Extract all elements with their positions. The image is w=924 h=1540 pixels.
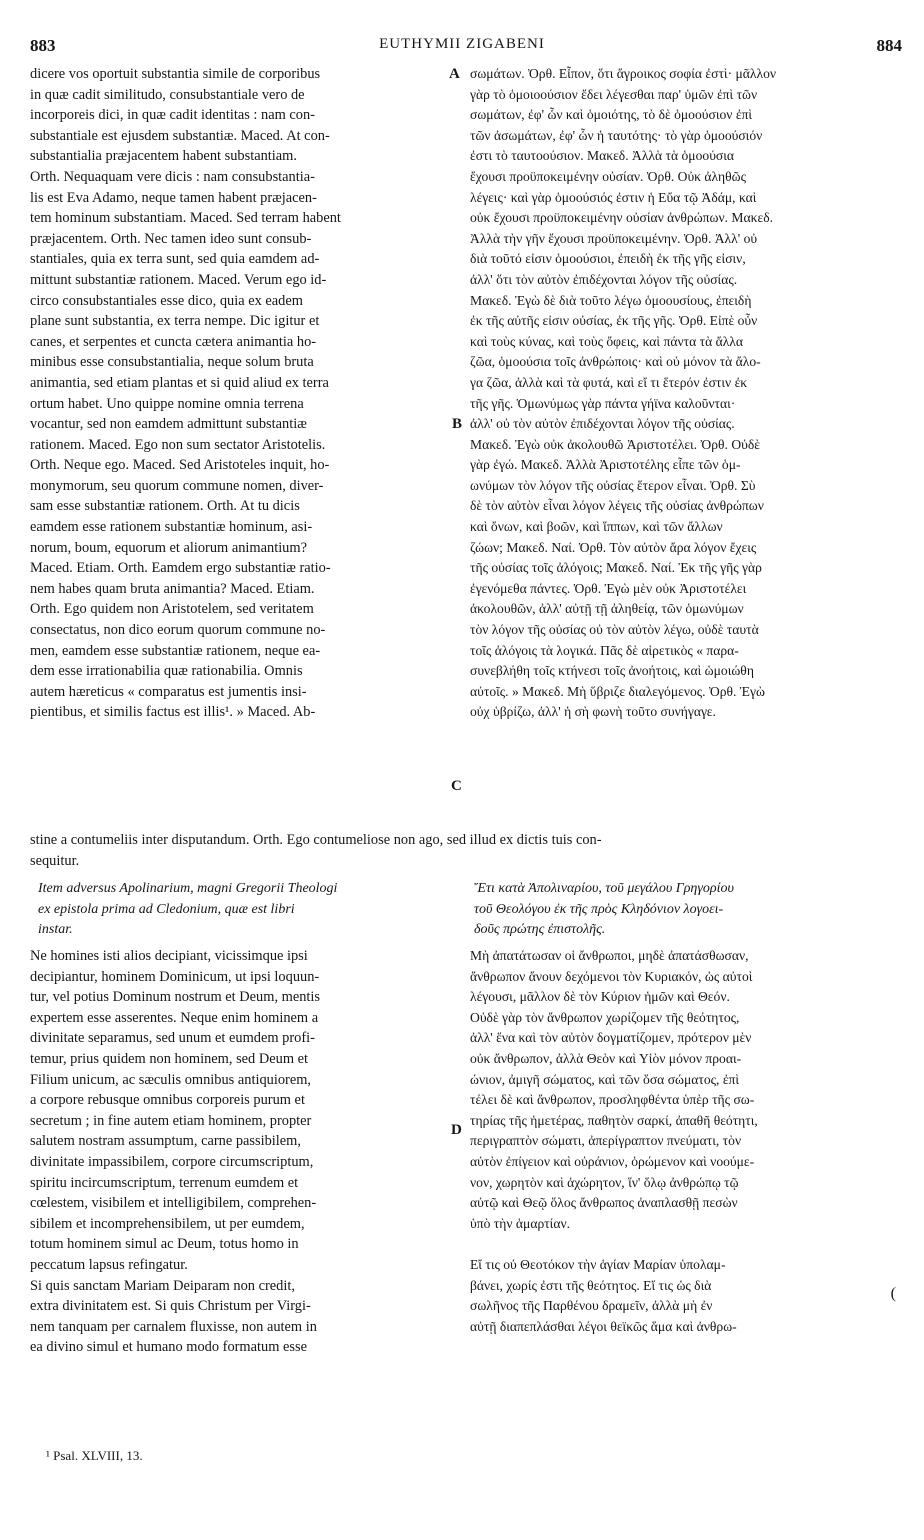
- stray-mark: (: [890, 1285, 896, 1302]
- text-line: sam esse substantiæ rationem. Orth. At tu dicis: [30, 498, 300, 515]
- text-line: ζῶα, ὁμοούσια τοῖς ἀνθρώποις· καὶ οὐ μόνον τὰ ἄλο-: [470, 354, 761, 370]
- section-heading-latin: [38, 880, 438, 942]
- text-line: cœlestem, visibilem et intelligibilem, comprehen-: [30, 1195, 317, 1212]
- text-line: αὐτῷ καὶ Θεῷ ὅλος ἄνθρωπος ἀναπλασθῇ πεσὼν: [470, 1195, 738, 1211]
- text-line: οὐκ ἄνθρωπον, ἀλλὰ Θεὸν καὶ Υἱὸν μόνον προαι-: [470, 1050, 742, 1066]
- text-line: τέλει δὲ καὶ ἄνθρωπον, προσληφθέντα ὑπὲρ τῆς σω-: [470, 1092, 755, 1108]
- margin-marker-b: B: [452, 416, 463, 432]
- text-line: βάνει, χωρίς ἐστι τῆς θεότητος. Εἴ τις ὡς διὰ: [470, 1277, 712, 1293]
- text-line: circo consubstantiales esse dico, quia ex eadem: [30, 292, 303, 309]
- text-line: Item adversus Apolinarium, magni Gregorii Theologi: [38, 881, 338, 896]
- text-line: οὐκ ἔχουσι προϋποκειμένην οὐσίαν ἀνθρώπων. Μακεδ.: [470, 210, 773, 226]
- page-number-left: 883: [30, 36, 56, 55]
- text-line: temur, prius quidem non hominem, sed Deum et: [30, 1050, 308, 1067]
- text-line: incorporeis dici, in quæ cadit identitas : nam con-: [30, 107, 315, 124]
- text-line: ωνύμων τὸν λόγον τῆς οὐσίας ἕτερον εἶναι. Ὀρθ. Σὺ: [470, 477, 756, 493]
- text-line: sibilem et incomprehensibilem, ut per eumdem,: [30, 1215, 305, 1232]
- text-line: extra divinitatem est. Si quis Christum per Virgi-: [30, 1298, 311, 1315]
- text-line: τηρίας τῆς ἡμετέρας, παθητὸν σαρκί, ἀπαθῆ θεότητι,: [470, 1112, 758, 1128]
- text-line: totum hominem simul ac Deum, totus homo in: [30, 1236, 299, 1253]
- running-title: EUTHYMII ZIGABENI: [379, 36, 545, 52]
- text-line: ἄνθρωπον ἄνουν δεχόμενοι τὸν Κυριακόν, ὡς αὐτοὶ: [470, 968, 753, 984]
- text-line: lis est Eva Adamo, neque tamen habent præjacen-: [30, 189, 317, 206]
- text-line: ώνιον, ἀμιγῆ σώματος, καὶ τῶν ὅσα σώματος, ἐπὶ: [470, 1071, 740, 1087]
- text-line: Ἀλλὰ τὴν γῆν ἔχουσι προϋποκειμένην. Ὀρθ. Ἀλλ' οὐ: [470, 230, 758, 246]
- text-line: men, eamdem esse substantiæ rationem, neque ea-: [30, 642, 321, 659]
- text-line: dem esse irrationabilia quæ rationabilia. Omnis: [30, 663, 303, 680]
- text-line: salutem nostram assumptum, carne passibilem,: [30, 1133, 301, 1150]
- text-line: in quæ cadit similitudo, consubstantiale vero de: [30, 86, 305, 103]
- text-line: διὰ τοῦτό εἰσιν ὁμοούσιοι, ἐπειδὴ ἐκ τῆς γῆς εἰσιν,: [470, 251, 746, 267]
- text-line: substantialia præjacentem habent substantiam.: [30, 148, 297, 165]
- text-line: eamdem esse rationem substantiæ hominum, asi-: [30, 519, 313, 536]
- text-line: Orth. Ego quidem non Aristotelem, sed veritatem: [30, 601, 314, 618]
- text-line: τῆς οὐσίας τοῖς ἀλόγοις; Μακεδ. Ναί. Ἐκ τῆς γῆς γὰρ: [470, 560, 762, 576]
- text-line: τῆς γῆς. Ὁμωνύμως γὰρ πάντα γήϊνα καλοῦνται·: [470, 395, 736, 411]
- text-line: tur, vel potius Dominum nostrum et Deum, mentis: [30, 989, 321, 1006]
- text-line: σωμάτων, ἐφ' ὧν καὶ ὁμοιότης, τὸ δὲ ὁμοούσιον ἐπὶ: [470, 107, 753, 123]
- text-line: substantiale est ejusdem substantiæ. Maced. At con-: [30, 127, 330, 144]
- text-line: ex epistola prima ad Cledonium, quæ est libri: [38, 901, 295, 917]
- text-line: dicere vos oportuit substantia simile de corporibus: [30, 66, 321, 82]
- text-line: Μακεδ. Ἐγὼ δὲ διὰ τοῦτο λέγω ὁμοουσίους, ἐπειδὴ: [470, 292, 752, 308]
- text-line: tem hominum substantiam. Maced. Sed terram habent: [30, 210, 341, 227]
- text-line: τοῖς ἀλόγοις τὰ λογικά. Πᾶς δὲ αἱρετικὸς « παρα-: [470, 642, 739, 658]
- text-line: peccatum lapsus refingatur.: [30, 1256, 188, 1273]
- text-line: consectatus, non dico eorum quorum commune no-: [30, 622, 326, 639]
- text-line: λέγουσι, μᾶλλον δὲ τὸν Κύριον ἡμῶν καὶ Θεόν.: [470, 989, 730, 1005]
- text-line: συνεβλήθη τοῖς κτήνεσι τοῖς ἀνοήτοις, καὶ ὡμοιώθη: [470, 663, 754, 679]
- text-line: nem habes quam bruta animantia? Maced. Etiam.: [30, 580, 315, 597]
- text-line: αὐτῇ διαπεπλάσθαι λέγοι θεϊκῶς ἅμα καὶ ἀνθρω-: [470, 1318, 737, 1334]
- text-line: ὑπὸ τὴν ἁμαρτίαν.: [470, 1215, 571, 1231]
- text-line: ea divino simul et humano modo formatum esse: [30, 1339, 307, 1356]
- text-line: τὸν λόγον τῆς οὐσίας οὐ τὸν αὐτὸν λέγω, οὐδὲ ταυτὰ: [470, 622, 759, 638]
- text-line: νον, χωρητὸν καὶ ἀχώρητον, ἵν' ὅλῳ ἀνθρώπῳ τῷ: [470, 1174, 739, 1190]
- text-line: Maced. Etiam. Orth. Eamdem ergo substantiæ ratio-: [30, 560, 331, 577]
- text-line: ἀλλ' ἕνα καὶ τὸν αὐτὸν δογματίζομεν, πρότερον μὲν: [470, 1030, 752, 1046]
- latin-column-top: [30, 64, 440, 723]
- text-line: norum, boum, equorum et aliorum animantium?: [30, 539, 307, 556]
- text-line: rationem. Maced. Ego non sum sectator Aristotelis.: [30, 436, 326, 453]
- text-line: spiritu incircumscriptum, terrenum eumdem et: [30, 1174, 299, 1191]
- text-line: canes, et serpentes et cuncta cætera animantia ho-: [30, 333, 317, 350]
- text-line: Orth. Nequaquam vere dicis : nam consubstantia-: [30, 168, 315, 185]
- text-line: instar.: [38, 922, 73, 938]
- text-line: minibus esse consubstantialia, neque solum bruta: [30, 354, 314, 371]
- text-line: ζώων; Μακεδ. Ναί. Ὀρθ. Τὸν αὐτὸν ἄρα λόγον ἔχεις: [470, 539, 757, 555]
- text-line: οὐχ ὑβρίζω, ἀλλ' ἡ σὴ φωνὴ τοῦτο συνήγαγε.: [470, 704, 716, 720]
- text-line: [470, 1234, 906, 1255]
- margin-marker-c: C: [451, 778, 462, 794]
- text-line: Ne homines isti alios decipiant, vicissimque ipsi: [30, 948, 308, 964]
- text-line: Ἔτι κατὰ Ἀπολιναρίου, τοῦ μεγάλου Γρηγορίου: [474, 881, 734, 896]
- text-line: divinitate impassibilem, corpore circumscriptum,: [30, 1153, 314, 1170]
- text-line: σωλῆνος τῆς Παρθένου δραμεῖν, ἀλλὰ μὴ ἐν: [470, 1298, 713, 1314]
- text-line: sequitur.: [30, 852, 80, 869]
- text-line: ἀλλ' ὅτι τὸν αὐτὸν ἐπιδέχονται λόγον τῆς οὐσίας.: [470, 271, 738, 287]
- footnote: ¹ Psal. XLVIII, 13.: [46, 1448, 143, 1463]
- text-line: Orth. Neque ego. Maced. Sed Aristoteles inquit, ho-: [30, 457, 330, 474]
- text-line: autem hæreticus « comparatus est jumentis insi-: [30, 683, 307, 700]
- text-line: λέγεις· καὶ γὰρ ὁμοούσιός ἐστιν ἡ Εὔα τῷ Ἀδάμ, καὶ: [470, 189, 757, 205]
- text-line: stantiales, quia ex terra sunt, sed quia eamdem ad-: [30, 251, 320, 268]
- page-number-right: 884: [876, 36, 902, 55]
- text-line: ortum habet. Uno quippe nomine omnia terrena: [30, 395, 304, 412]
- text-line: ἔχουσι προϋποκειμένην οὐσίαν. Ὀρθ. Οὐκ ἀληθῶς: [470, 168, 746, 184]
- latin-column-bottom: [30, 946, 440, 1358]
- text-line: Οὐδὲ γὰρ τὸν ἄνθρωπον χωρίζομεν τῆς θεότητος,: [470, 1009, 740, 1025]
- text-line: monymorum, seu quorum commune nomen, diver-: [30, 477, 324, 494]
- text-line: ἐκ τῆς αὐτῆς εἰσιν οὐσίας, ἐκ τῆς γῆς. Ὀρθ. Εἰπὲ οὖν: [470, 313, 758, 329]
- text-line: αὐτὸν ἐπίγειον καὶ οὐράνιον, ὁρώμενον καὶ νοούμε-: [470, 1153, 755, 1169]
- text-line: γὰρ ἐγώ. Μακεδ. Ἀλλὰ Ἀριστοτέλης εἶπε τῶν ὁμ-: [470, 457, 741, 473]
- section-heading-greek: [474, 880, 904, 942]
- greek-column-top: [470, 64, 906, 723]
- text-line: ἐστι τὸ ταυτοούσιον. Μακεδ. Ἀλλὰ τὰ ὁμοούσια: [470, 148, 735, 164]
- text-line: γὰρ τὸ ὁμοιοούσιον ἔδει λέγεσθαι παρ' ὑμῶν ἐπὶ τῶν: [470, 86, 758, 102]
- margin-marker-a: A: [449, 66, 460, 82]
- text-line: τῶν ἀσωμάτων, ἐφ' ὧν ἡ ταυτότης· τὸ γὰρ ὁμοούσιόν: [470, 127, 763, 143]
- text-line: animantia, sed etiam plantas et si quid aliud ex terra: [30, 374, 329, 391]
- text-line: secretum ; in fine autem etiam hominem, propter: [30, 1112, 312, 1129]
- text-line: mittunt substantiæ rationem. Maced. Verum ego id-: [30, 271, 327, 288]
- margin-marker-d: D: [451, 1122, 462, 1138]
- text-line: ἀλλ' οὐ τὸν αὐτὸν ἐπιδέχονται λόγον τῆς οὐσίας.: [470, 416, 735, 432]
- text-line: Μακεδ. Ἐγὼ οὐκ ἀκολουθῶ Ἀριστοτέλει. Ὀρθ. Οὐδὲ: [470, 436, 760, 452]
- text-line: ἀκολουθῶν, ἀλλ' αὐτῇ τῇ ἀληθείᾳ, τῶν ὁμωνύμων: [470, 601, 744, 617]
- text-line: expertem esse asserentes. Neque enim hominem a: [30, 1009, 319, 1026]
- text-line: δὲ τὸν αὐτὸν εἶναι λόγον λέγεις τῆς οὐσίας ἀνθρώπων: [470, 498, 764, 514]
- text-line: stine a contumeliis inter disputandum. Orth. Ego contumeliose non ago, sed illud ex dictis tuis con-: [30, 832, 602, 848]
- text-line: plane sunt substantia, ex terra nempe. Dic igitur et: [30, 313, 320, 330]
- text-line: a corpore rebusque omnibus corporeis purum et: [30, 1092, 305, 1109]
- text-line: Εἴ τις οὐ Θεοτόκον τὴν ἁγίαν Μαρίαν ὑπολαμ-: [470, 1256, 726, 1272]
- text-line: præjacentem. Orth. Nec tamen ideo sunt consub-: [30, 230, 312, 247]
- text-line: ἐγενόμεθα πάντες. Ὀρθ. Ἐγὼ μὲν οὐκ Ἀριστοτέλει: [470, 580, 747, 596]
- text-line: καὶ τοὺς κύνας, καὶ τοὺς ὄφεις, καὶ πάντα τὰ ἄλλα: [470, 333, 744, 349]
- text-line: τοῦ Θεολόγου ἐκ τῆς πρὸς Κληδόνιον λογοει-: [474, 901, 724, 917]
- text-line: Filium unicum, ac sæculis omnibus antiquiorem,: [30, 1071, 311, 1088]
- text-line: Si quis sanctam Mariam Deiparam non credit,: [30, 1277, 295, 1294]
- text-line: περιγραπτὸν σώματι, ἀπερίγραπτον πνεύματι, τὸν: [470, 1133, 742, 1149]
- greek-column-bottom: [470, 946, 906, 1337]
- text-line: σωμάτων. Ὀρθ. Εἶπον, ὅτι ἄγροικος σοφία ἐστὶ· μᾶλλον: [470, 66, 777, 81]
- text-line: nem tanquam per carnalem fluxisse, non autem in: [30, 1318, 317, 1335]
- text-line: Μὴ ἀπατάτωσαν οἱ ἄνθρωποι, μηδὲ ἀπατάσθωσαν,: [470, 948, 749, 963]
- text-line: δοῦς πρώτης ἐπιστολῆς.: [474, 922, 606, 938]
- spanning-line: [30, 830, 906, 871]
- text-line: καὶ ὄνων, καὶ βοῶν, καὶ ἵππων, καὶ τῶν ἄλλων: [470, 519, 723, 535]
- text-line: αὐτοῖς. » Μακεδ. Μὴ ὕβριζε διαλεγόμενος. Ὀρθ. Ἐγὼ: [470, 683, 765, 699]
- text-line: vocantur, sed non eamdem admittunt substantiæ: [30, 416, 307, 433]
- text-line: pientibus, et similis factus est illis¹. » Maced. Ab-: [30, 704, 316, 721]
- text-line: divinitate separamus, sed unum et eumdem profi-: [30, 1030, 315, 1047]
- text-line: decipiantur, hominem Dominicum, ut ipsi loquun-: [30, 968, 320, 985]
- text-line: γα ζῶα, ἀλλὰ καὶ τὰ φυτά, καὶ εἴ τι ἕτερόν ἐστιν ἐκ: [470, 374, 748, 390]
